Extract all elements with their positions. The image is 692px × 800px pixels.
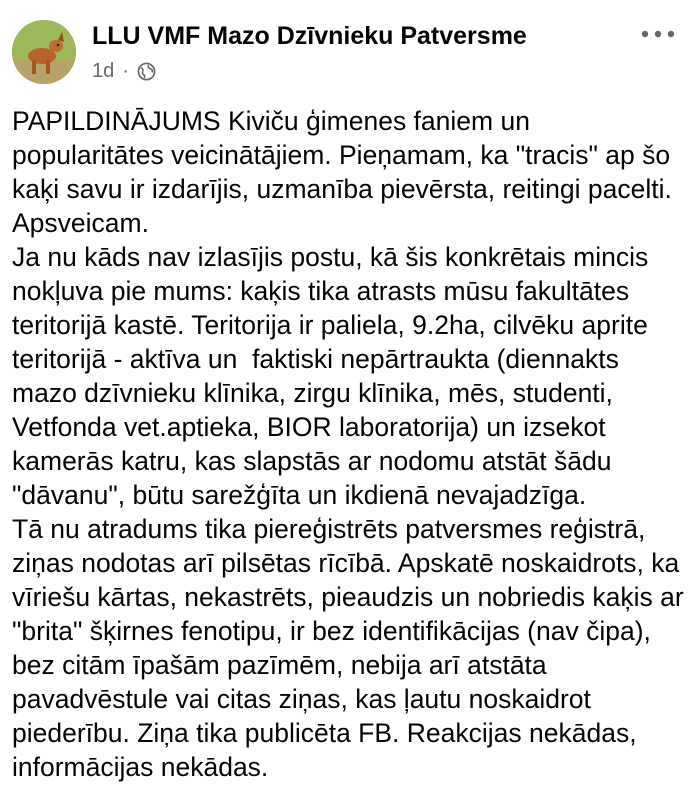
more-options-icon (640, 29, 676, 39)
post-text (12, 104, 692, 784)
globe-icon[interactable] (137, 62, 156, 81)
page-avatar[interactable] (12, 20, 76, 84)
post-meta (92, 60, 156, 83)
dog-avatar-image (12, 20, 76, 84)
post-paragraph: PAPILDINĀJUMS Kiviču ģimenes faniem un popularitātes veicinātājiem. Pieņamam, ka "tracis" ap šo kaķi savu ir izdarījis, uzmanība pievērsta, reitingi pacelti. Apsveicam. (12, 106, 678, 238)
post-paragraph: Ja nu kāds nav izlasījis postu, kā šis konkrētais mincis nokļuva pie mums: kaķis tika atrasts mūsu fakultātes teritorijā kastē. Teritorija ir paliela, 9.2ha, cilvēku aprite teritorijā - aktīva un faktiski nepārtraukta (diennakts mazo dzīvnieku klīnika, zirgu klīnika, mēs, studenti, Vetfonda vet.aptieka, BIOR laboratorija) un izsekot kamerās katru, kas slapstās ar nodomu atstāt šādu "dāvanu", būtu sarežģīta un ikdienā nevajadzīga. (12, 242, 656, 510)
meta-separator: · (122, 60, 129, 82)
post-header (0, 0, 692, 100)
post-paragraph: Tā nu atradums tika piereģistrēts patversmes reģistrā, ziņas nodotas arī pilsētas rīcībā. Apskatē noskaidrots, ka vīriešu kārtas, nekastrēts, pieaudzis un nobriedis kaķis ar "brita" šķirnes fenotipu, ir bez identifikācijas (nav čipa), bez citām īpašām pazīmēm, nebija arī atstāta pavadvēstule vai citas ziņas, kas ļautu noskaidrot piederību. Ziņa tika publicēta FB. Reakcijas nekādas, informācijas nekādas. (12, 514, 692, 782)
post-timestamp[interactable]: 1d (92, 60, 115, 82)
more-options-button[interactable] (638, 22, 678, 46)
page-name-link[interactable]: LLU VMF Mazo Dzīvnieku Patversme (92, 22, 527, 50)
